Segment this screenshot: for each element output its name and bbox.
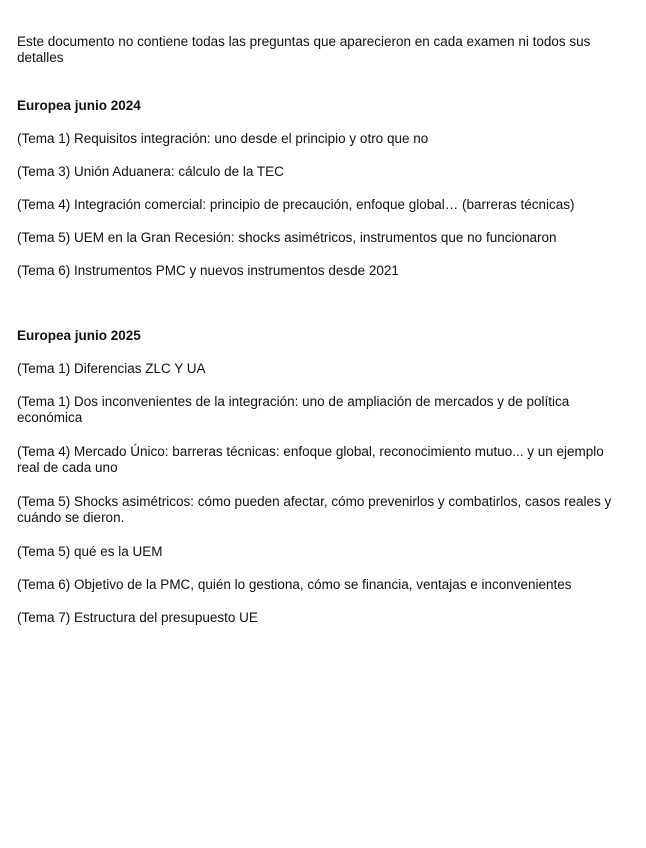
section-junio-2025 — [17, 328, 629, 643]
section-title: Europea junio 2024 — [17, 98, 141, 113]
question-item: (Tema 5) UEM en la Gran Recesión: shocks asimétricos, instrumentos que no funcionaron — [17, 230, 557, 245]
question-item: (Tema 5) Shocks asimétricos: cómo pueden afectar, cómo prevenirlos y combatirlos, casos reales y cuándo se dieron. — [17, 494, 612, 525]
question-item: (Tema 1) Dos inconvenientes de la integración: uno de ampliación de mercados y de política económica — [17, 394, 570, 425]
question-item: (Tema 1) Requisitos integración: uno desde el principio y otro que no — [17, 131, 429, 146]
question-item: (Tema 6) Objetivo de la PMC, quién lo gestiona, cómo se financia, ventajas e inconvenientes — [17, 577, 572, 592]
question-item: (Tema 5) qué es la UEM — [17, 544, 163, 559]
section-title: Europea junio 2025 — [17, 328, 141, 343]
question-item: (Tema 4) Integración comercial: principio de precaución, enfoque global… (barreras técnicas) — [17, 197, 575, 212]
question-item: (Tema 6) Instrumentos PMC y nuevos instrumentos desde 2021 — [17, 263, 399, 278]
intro-note: Este documento no contiene todas las preguntas que aparecieron en cada examen ni todos sus detalles — [17, 34, 591, 65]
question-item: (Tema 3) Unión Aduanera: cálculo de la TEC — [17, 164, 284, 179]
question-item: (Tema 4) Mercado Único: barreras técnicas: enfoque global, reconocimiento mutuo... y un ejemplo real de cada uno — [17, 444, 604, 475]
question-item: (Tema 7) Estructura del presupuesto UE — [17, 610, 258, 625]
section-junio-2024 — [17, 98, 629, 296]
question-item: (Tema 1) Diferencias ZLC Y UA — [17, 361, 206, 376]
